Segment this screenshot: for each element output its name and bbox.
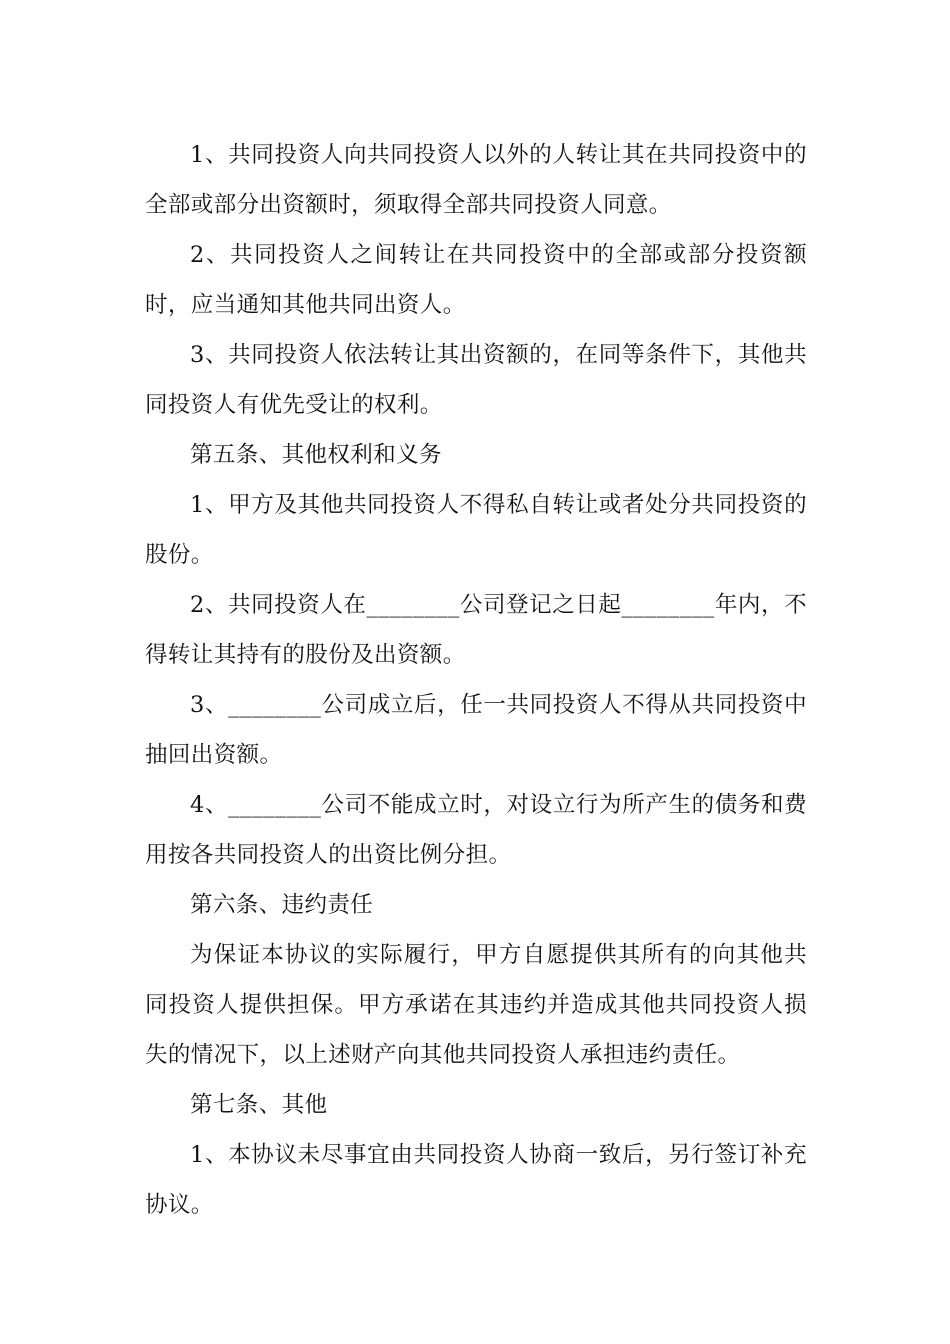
clause-transfer-between-investors: 2、共同投资人之间转让在共同投资中的全部或部分投资额时，应当通知其他共同出资人。	[145, 242, 807, 318]
clause-preemptive-right: 3、共同投资人依法转让其出资额的，在同等条件下，其他共同投资人有优先受让的权利。	[145, 342, 807, 418]
clause-transfer-to-outsiders: 1、共同投资人向共同投资人以外的人转让其在共同投资中的全部或部分出资额时，须取得全部共同投资人同意。	[145, 142, 807, 218]
document-body	[145, 130, 807, 1230]
clause-supplementary-agreement: 1、本协议未尽事宜由共同投资人协商一致后，另行签订补充协议。	[145, 1142, 807, 1218]
clause-lockup-period: 2、共同投资人在________公司登记之日起________年内，不得转让其持有的股份及出资额。	[145, 592, 807, 668]
clause-guarantee: 为保证本协议的实际履行，甲方自愿提供其所有的向其他共同投资人提供担保。甲方承诺在其违约并造成其他共同投资人损失的情况下，以上述财产向其他共同投资人承担违约责任。	[145, 942, 807, 1068]
article-7-heading: 第七条、其他	[190, 1092, 328, 1118]
clause-no-withdrawal: 3、________公司成立后，任一共同投资人不得从共同投资中抽回出资额。	[145, 692, 807, 768]
article-5-heading: 第五条、其他权利和义务	[190, 442, 442, 468]
clause-failure-costs: 4、________公司不能成立时，对设立行为所产生的债务和费用按各共同投资人的出资比例分担。	[145, 792, 807, 868]
article-6-heading: 第六条、违约责任	[190, 892, 374, 918]
clause-no-private-transfer: 1、甲方及其他共同投资人不得私自转让或者处分共同投资的股份。	[145, 492, 807, 568]
